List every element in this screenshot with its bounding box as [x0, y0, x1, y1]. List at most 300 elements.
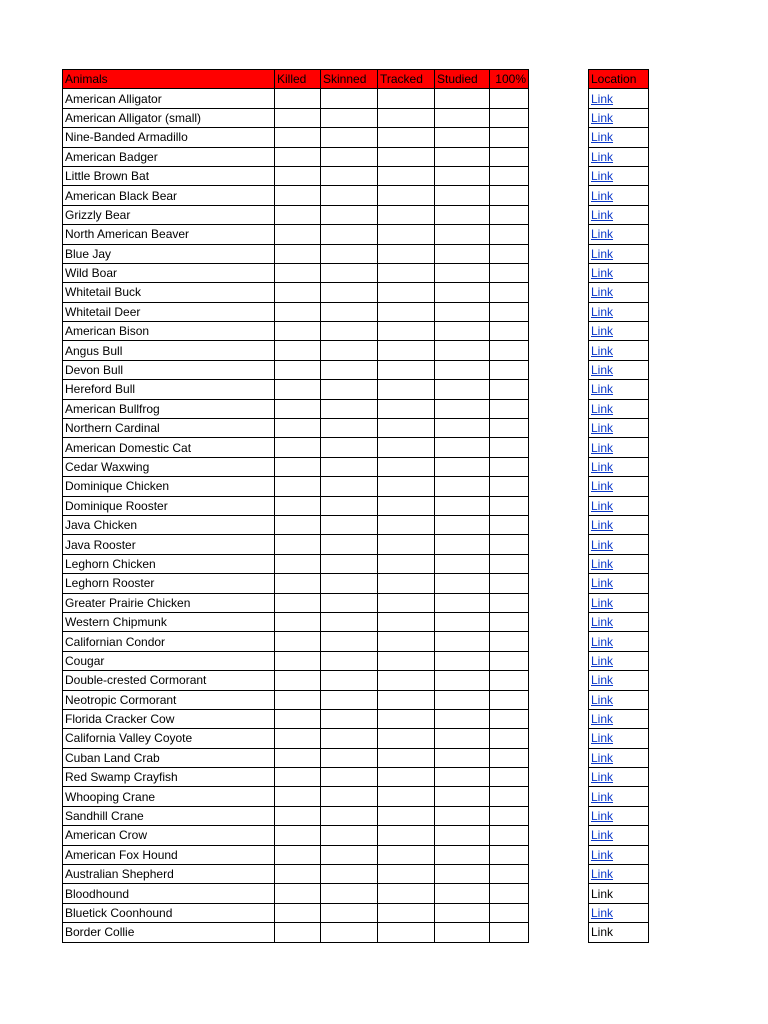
complete-cell[interactable] — [490, 128, 529, 147]
tracked-cell[interactable] — [378, 380, 435, 399]
complete-cell[interactable] — [490, 186, 529, 205]
animal-name-cell: Leghorn Chicken — [63, 554, 275, 573]
table-row — [63, 690, 529, 709]
studied-cell[interactable] — [435, 186, 490, 205]
skinned-cell[interactable] — [321, 884, 378, 903]
skinned-cell[interactable] — [321, 186, 378, 205]
studied-cell[interactable] — [435, 845, 490, 864]
tracked-cell[interactable] — [378, 612, 435, 631]
complete-cell[interactable] — [490, 612, 529, 631]
tracked-cell[interactable] — [378, 748, 435, 767]
animal-name-cell: Whitetail Buck — [63, 283, 275, 302]
tracked-cell[interactable] — [378, 651, 435, 670]
location-link[interactable]: Link — [591, 440, 614, 455]
studied-cell[interactable] — [435, 302, 490, 321]
complete-cell[interactable] — [490, 166, 529, 185]
table-row — [63, 166, 529, 185]
location-link[interactable]: Link — [591, 285, 614, 300]
location-cell — [589, 419, 649, 438]
tracked-cell[interactable] — [378, 554, 435, 573]
skinned-cell[interactable] — [321, 419, 378, 438]
location-link[interactable]: Link — [591, 207, 614, 222]
killed-cell[interactable] — [275, 690, 321, 709]
location-cell — [589, 128, 649, 147]
skinned-cell[interactable] — [321, 244, 378, 263]
studied-cell[interactable] — [435, 884, 490, 903]
killed-cell[interactable] — [275, 147, 321, 166]
studied-cell[interactable] — [435, 89, 490, 108]
skinned-cell[interactable] — [321, 108, 378, 127]
killed-cell[interactable] — [275, 651, 321, 670]
tracked-cell[interactable] — [378, 574, 435, 593]
tracked-cell[interactable] — [378, 205, 435, 224]
tracked-cell[interactable] — [378, 399, 435, 418]
studied-cell[interactable] — [435, 128, 490, 147]
complete-cell[interactable] — [490, 283, 529, 302]
complete-cell[interactable] — [490, 826, 529, 845]
studied-cell[interactable] — [435, 438, 490, 457]
killed-cell[interactable] — [275, 768, 321, 787]
killed-cell[interactable] — [275, 729, 321, 748]
complete-cell[interactable] — [490, 225, 529, 244]
location-row — [589, 515, 649, 534]
complete-cell[interactable] — [490, 806, 529, 825]
tracked-cell[interactable] — [378, 302, 435, 321]
complete-cell[interactable] — [490, 651, 529, 670]
location-cell — [589, 632, 649, 651]
studied-cell[interactable] — [435, 515, 490, 534]
skinned-cell[interactable] — [321, 554, 378, 573]
tracked-cell[interactable] — [378, 729, 435, 748]
skinned-cell[interactable] — [321, 438, 378, 457]
killed-cell[interactable] — [275, 574, 321, 593]
complete-cell[interactable] — [490, 903, 529, 922]
location-link[interactable]: Link — [591, 789, 614, 804]
location-link[interactable]: Link — [591, 246, 614, 261]
location-link[interactable]: Link — [591, 382, 614, 397]
tracked-cell[interactable] — [378, 865, 435, 884]
skinned-cell[interactable] — [321, 205, 378, 224]
studied-cell[interactable] — [435, 826, 490, 845]
skinned-cell[interactable] — [321, 457, 378, 476]
tracked-cell[interactable] — [378, 690, 435, 709]
killed-cell[interactable] — [275, 554, 321, 573]
location-link[interactable]: Link — [591, 149, 614, 164]
skinned-cell[interactable] — [321, 225, 378, 244]
tracked-cell[interactable] — [378, 903, 435, 922]
location-row — [589, 865, 649, 884]
location-link[interactable]: Link — [591, 227, 614, 242]
location-link[interactable]: Link — [591, 828, 614, 843]
complete-cell[interactable] — [490, 205, 529, 224]
skinned-cell[interactable] — [321, 322, 378, 341]
location-row — [589, 496, 649, 515]
studied-cell[interactable] — [435, 380, 490, 399]
animal-name-cell: Californian Condor — [63, 632, 275, 651]
killed-cell[interactable] — [275, 380, 321, 399]
skinned-cell[interactable] — [321, 477, 378, 496]
studied-cell[interactable] — [435, 263, 490, 282]
studied-cell[interactable] — [435, 729, 490, 748]
location-link[interactable]: Link — [591, 576, 614, 591]
studied-cell[interactable] — [435, 360, 490, 379]
killed-cell[interactable] — [275, 477, 321, 496]
complete-cell[interactable] — [490, 515, 529, 534]
location-link[interactable]: Link — [591, 498, 614, 513]
skinned-cell[interactable] — [321, 865, 378, 884]
location-link[interactable]: Link — [591, 595, 614, 610]
killed-cell[interactable] — [275, 419, 321, 438]
tracked-cell[interactable] — [378, 884, 435, 903]
skinned-cell[interactable] — [321, 515, 378, 534]
skinned-cell[interactable] — [321, 593, 378, 612]
complete-cell[interactable] — [490, 457, 529, 476]
location-link[interactable]: Link — [591, 479, 614, 494]
skinned-cell[interactable] — [321, 748, 378, 767]
complete-cell[interactable] — [490, 302, 529, 321]
location-link[interactable]: Link — [591, 304, 614, 319]
location-link[interactable]: Link — [591, 324, 614, 339]
skinned-cell[interactable] — [321, 690, 378, 709]
location-link[interactable]: Link — [591, 169, 614, 184]
skinned-cell[interactable] — [321, 147, 378, 166]
complete-cell[interactable] — [490, 923, 529, 942]
location-link[interactable]: Link — [591, 363, 614, 378]
killed-cell[interactable] — [275, 283, 321, 302]
studied-cell[interactable] — [435, 108, 490, 127]
table-row — [63, 225, 529, 244]
killed-cell[interactable] — [275, 302, 321, 321]
studied-cell[interactable] — [435, 612, 490, 631]
location-link[interactable]: Link — [591, 809, 614, 824]
killed-cell[interactable] — [275, 612, 321, 631]
complete-cell[interactable] — [490, 690, 529, 709]
killed-cell[interactable] — [275, 166, 321, 185]
location-link[interactable]: Link — [591, 556, 614, 571]
studied-cell[interactable] — [435, 496, 490, 515]
killed-cell[interactable] — [275, 632, 321, 651]
location-link[interactable]: Link — [591, 653, 614, 668]
tracked-cell[interactable] — [378, 438, 435, 457]
complete-cell[interactable] — [490, 884, 529, 903]
complete-cell[interactable] — [490, 399, 529, 418]
table-row — [63, 826, 529, 845]
killed-cell[interactable] — [275, 787, 321, 806]
studied-cell[interactable] — [435, 205, 490, 224]
killed-cell[interactable] — [275, 826, 321, 845]
tracked-cell[interactable] — [378, 496, 435, 515]
killed-cell[interactable] — [275, 244, 321, 263]
location-link[interactable]: Link — [591, 712, 614, 727]
location-link[interactable]: Link — [591, 634, 614, 649]
tracked-cell[interactable] — [378, 709, 435, 728]
skinned-cell[interactable] — [321, 903, 378, 922]
complete-cell[interactable] — [490, 341, 529, 360]
complete-cell[interactable] — [490, 380, 529, 399]
killed-cell[interactable] — [275, 341, 321, 360]
location-link[interactable]: Link — [591, 847, 614, 862]
skinned-cell[interactable] — [321, 729, 378, 748]
animal-name-cell: Florida Cracker Cow — [63, 709, 275, 728]
skinned-cell[interactable] — [321, 399, 378, 418]
animal-name-cell: Australian Shepherd — [63, 865, 275, 884]
killed-cell[interactable] — [275, 903, 321, 922]
location-link[interactable]: Link — [591, 421, 614, 436]
complete-cell[interactable] — [490, 244, 529, 263]
location-row — [589, 457, 649, 476]
skinned-cell[interactable] — [321, 671, 378, 690]
animal-name-cell: Neotropic Cormorant — [63, 690, 275, 709]
complete-cell[interactable] — [490, 865, 529, 884]
skinned-cell[interactable] — [321, 302, 378, 321]
tracked-cell[interactable] — [378, 322, 435, 341]
studied-cell[interactable] — [435, 574, 490, 593]
tracked-cell[interactable] — [378, 263, 435, 282]
skinned-cell[interactable] — [321, 496, 378, 515]
location-link[interactable]: Link — [591, 188, 614, 203]
studied-cell[interactable] — [435, 399, 490, 418]
studied-cell[interactable] — [435, 166, 490, 185]
killed-cell[interactable] — [275, 263, 321, 282]
location-link[interactable]: Link — [591, 673, 614, 688]
studied-cell[interactable] — [435, 477, 490, 496]
location-link[interactable]: Link — [591, 266, 614, 281]
studied-cell[interactable] — [435, 457, 490, 476]
killed-cell[interactable] — [275, 205, 321, 224]
skinned-cell[interactable] — [321, 128, 378, 147]
complete-cell[interactable] — [490, 496, 529, 515]
tracked-cell[interactable] — [378, 186, 435, 205]
complete-cell[interactable] — [490, 535, 529, 554]
location-row — [589, 903, 649, 922]
tracked-cell[interactable] — [378, 225, 435, 244]
location-link[interactable]: Link — [591, 731, 614, 746]
tracked-cell[interactable] — [378, 89, 435, 108]
studied-cell[interactable] — [435, 147, 490, 166]
table-row — [63, 457, 529, 476]
tracked-cell[interactable] — [378, 166, 435, 185]
location-row — [589, 923, 649, 942]
tracked-cell[interactable] — [378, 826, 435, 845]
complete-cell[interactable] — [490, 554, 529, 573]
tracked-cell[interactable] — [378, 671, 435, 690]
location-link[interactable]: Link — [591, 110, 614, 125]
location-link[interactable]: Link — [591, 343, 614, 358]
skinned-cell[interactable] — [321, 787, 378, 806]
studied-cell[interactable] — [435, 768, 490, 787]
skinned-cell[interactable] — [321, 923, 378, 942]
killed-cell[interactable] — [275, 884, 321, 903]
studied-cell[interactable] — [435, 225, 490, 244]
complete-cell[interactable] — [490, 632, 529, 651]
complete-cell[interactable] — [490, 574, 529, 593]
location-row — [589, 128, 649, 147]
tracked-cell[interactable] — [378, 845, 435, 864]
animal-name-cell: Whooping Crane — [63, 787, 275, 806]
complete-cell[interactable] — [490, 108, 529, 127]
location-link[interactable]: Link — [591, 130, 614, 145]
location-link[interactable]: Link — [591, 518, 614, 533]
studied-cell[interactable] — [435, 787, 490, 806]
studied-cell[interactable] — [435, 690, 490, 709]
skinned-cell[interactable] — [321, 166, 378, 185]
tracked-cell[interactable] — [378, 768, 435, 787]
killed-cell[interactable] — [275, 865, 321, 884]
tracked-cell[interactable] — [378, 341, 435, 360]
killed-cell[interactable] — [275, 496, 321, 515]
studied-cell[interactable] — [435, 632, 490, 651]
skinned-cell[interactable] — [321, 263, 378, 282]
complete-cell[interactable] — [490, 787, 529, 806]
complete-cell[interactable] — [490, 477, 529, 496]
killed-cell[interactable] — [275, 671, 321, 690]
complete-cell[interactable] — [490, 89, 529, 108]
location-link[interactable]: Link — [591, 401, 614, 416]
tracked-cell[interactable] — [378, 806, 435, 825]
complete-cell[interactable] — [490, 438, 529, 457]
killed-cell[interactable] — [275, 535, 321, 554]
killed-cell[interactable] — [275, 438, 321, 457]
location-text: Link — [591, 925, 614, 940]
complete-cell[interactable] — [490, 748, 529, 767]
complete-cell[interactable] — [490, 729, 529, 748]
studied-cell[interactable] — [435, 748, 490, 767]
location-link[interactable]: Link — [591, 537, 614, 552]
studied-cell[interactable] — [435, 593, 490, 612]
tracked-cell[interactable] — [378, 593, 435, 612]
killed-cell[interactable] — [275, 923, 321, 942]
killed-cell[interactable] — [275, 806, 321, 825]
tracked-cell[interactable] — [378, 147, 435, 166]
tracked-cell[interactable] — [378, 457, 435, 476]
studied-cell[interactable] — [435, 903, 490, 922]
skinned-cell[interactable] — [321, 709, 378, 728]
studied-cell[interactable] — [435, 865, 490, 884]
animal-name-cell: Java Chicken — [63, 515, 275, 534]
killed-cell[interactable] — [275, 845, 321, 864]
complete-cell[interactable] — [490, 360, 529, 379]
location-row — [589, 709, 649, 728]
tracked-cell[interactable] — [378, 515, 435, 534]
tracked-cell[interactable] — [378, 244, 435, 263]
location-link[interactable]: Link — [591, 615, 614, 630]
table-row — [63, 845, 529, 864]
complete-cell[interactable] — [490, 671, 529, 690]
skinned-cell[interactable] — [321, 574, 378, 593]
table-row — [63, 419, 529, 438]
skinned-cell[interactable] — [321, 845, 378, 864]
skinned-cell[interactable] — [321, 612, 378, 631]
tracked-cell[interactable] — [378, 419, 435, 438]
table-row — [63, 360, 529, 379]
killed-cell[interactable] — [275, 186, 321, 205]
killed-cell[interactable] — [275, 748, 321, 767]
skinned-cell[interactable] — [321, 341, 378, 360]
studied-cell[interactable] — [435, 535, 490, 554]
studied-cell[interactable] — [435, 651, 490, 670]
location-cell — [589, 535, 649, 554]
location-link[interactable]: Link — [591, 750, 614, 765]
location-link[interactable]: Link — [591, 867, 614, 882]
studied-cell[interactable] — [435, 244, 490, 263]
skinned-cell[interactable] — [321, 806, 378, 825]
tracked-cell[interactable] — [378, 923, 435, 942]
studied-cell[interactable] — [435, 419, 490, 438]
table-row — [63, 263, 529, 282]
tracked-cell[interactable] — [378, 283, 435, 302]
studied-cell[interactable] — [435, 554, 490, 573]
skinned-cell[interactable] — [321, 632, 378, 651]
animal-name-cell: Leghorn Rooster — [63, 574, 275, 593]
studied-cell[interactable] — [435, 322, 490, 341]
location-cell — [589, 748, 649, 767]
skinned-cell[interactable] — [321, 89, 378, 108]
tracked-cell[interactable] — [378, 128, 435, 147]
tracked-cell[interactable] — [378, 632, 435, 651]
tracked-cell[interactable] — [378, 360, 435, 379]
killed-cell[interactable] — [275, 593, 321, 612]
killed-cell[interactable] — [275, 108, 321, 127]
location-cell — [589, 923, 649, 942]
skinned-cell[interactable] — [321, 360, 378, 379]
studied-cell[interactable] — [435, 806, 490, 825]
tracked-cell[interactable] — [378, 477, 435, 496]
killed-cell[interactable] — [275, 322, 321, 341]
skinned-cell[interactable] — [321, 768, 378, 787]
skinned-cell[interactable] — [321, 651, 378, 670]
studied-cell[interactable] — [435, 671, 490, 690]
skinned-cell[interactable] — [321, 283, 378, 302]
location-link[interactable]: Link — [591, 91, 614, 106]
animal-name-cell: Nine-Banded Armadillo — [63, 128, 275, 147]
location-link[interactable]: Link — [591, 905, 614, 920]
studied-cell[interactable] — [435, 709, 490, 728]
location-link[interactable]: Link — [591, 460, 614, 474]
tracked-cell[interactable] — [378, 535, 435, 554]
tracked-cell[interactable] — [378, 787, 435, 806]
killed-cell[interactable] — [275, 128, 321, 147]
table-row — [63, 322, 529, 341]
skinned-cell[interactable] — [321, 380, 378, 399]
complete-cell[interactable] — [490, 593, 529, 612]
complete-cell[interactable] — [490, 845, 529, 864]
table-row — [63, 205, 529, 224]
killed-cell[interactable] — [275, 360, 321, 379]
location-link[interactable]: Link — [591, 692, 614, 707]
studied-cell[interactable] — [435, 283, 490, 302]
killed-cell[interactable] — [275, 399, 321, 418]
complete-cell[interactable] — [490, 147, 529, 166]
studied-cell[interactable] — [435, 923, 490, 942]
complete-cell[interactable] — [490, 263, 529, 282]
location-row — [589, 554, 649, 573]
killed-cell[interactable] — [275, 225, 321, 244]
complete-cell[interactable] — [490, 768, 529, 787]
complete-cell[interactable] — [490, 419, 529, 438]
skinned-cell[interactable] — [321, 535, 378, 554]
animal-name-cell: North American Beaver — [63, 225, 275, 244]
killed-cell[interactable] — [275, 709, 321, 728]
complete-cell[interactable] — [490, 322, 529, 341]
location-link[interactable]: Link — [591, 770, 614, 785]
complete-cell[interactable] — [490, 709, 529, 728]
killed-cell[interactable] — [275, 515, 321, 534]
studied-cell[interactable] — [435, 341, 490, 360]
killed-cell[interactable] — [275, 457, 321, 476]
tracked-cell[interactable] — [378, 108, 435, 127]
killed-cell[interactable] — [275, 89, 321, 108]
skinned-cell[interactable] — [321, 826, 378, 845]
